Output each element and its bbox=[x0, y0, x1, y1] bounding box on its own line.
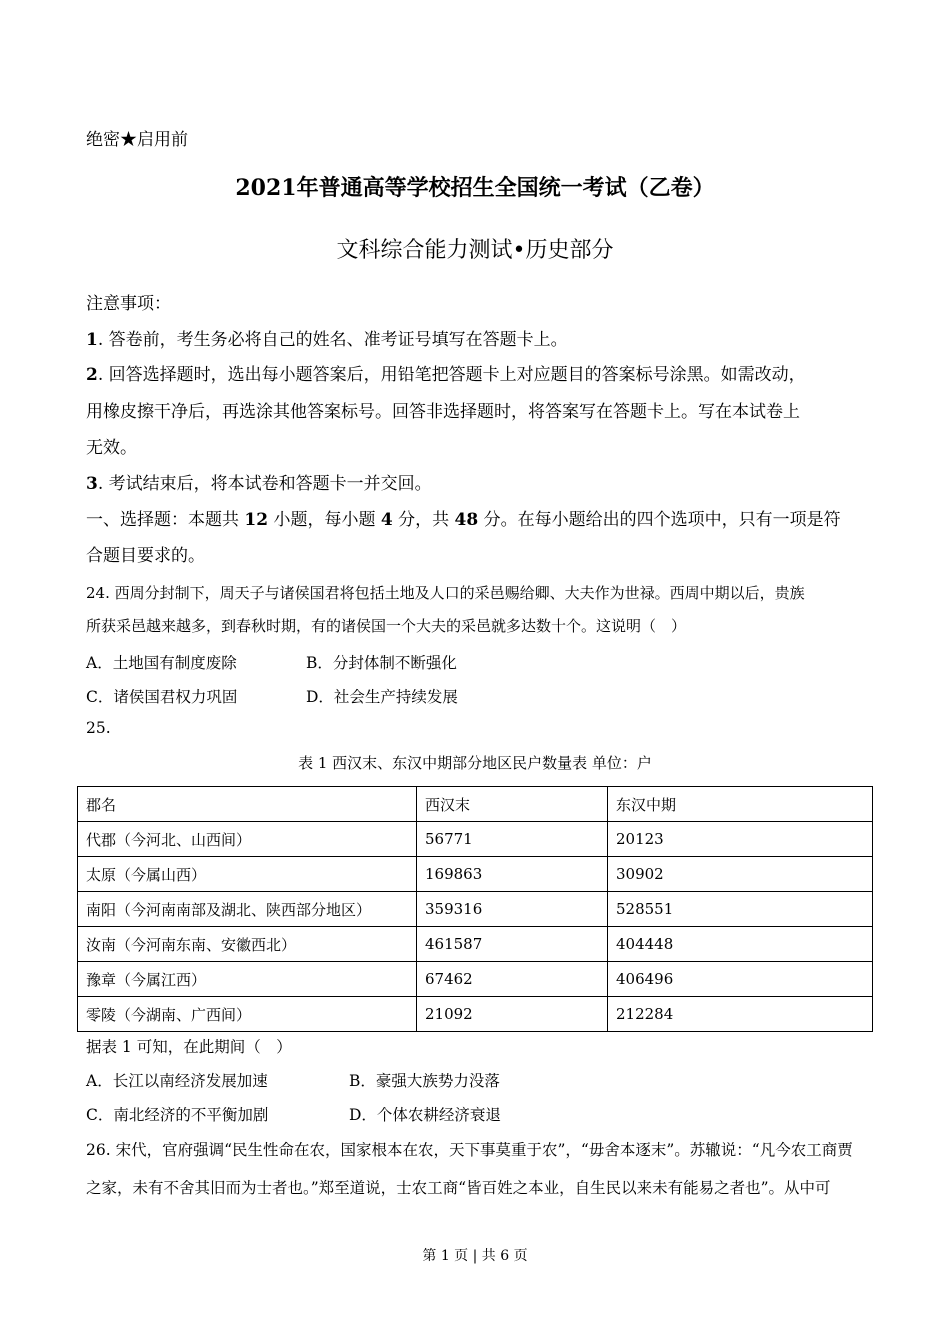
q26-stem-line-2: 之家，未有不舍其旧而为士者也。”郑至道说，士农工商“皆百姓之本业，自生民以来未有能易之者也”。从中可 bbox=[86, 1179, 831, 1197]
table-row bbox=[78, 927, 873, 962]
table-cell: 南阳（今河南南部及湖北、陕西部分地区） bbox=[78, 892, 417, 927]
table-header-row bbox=[78, 787, 873, 822]
header-cell: 西汉末 bbox=[417, 787, 608, 822]
header-cell: 郡名 bbox=[78, 787, 417, 822]
table-cell: 404448 bbox=[608, 927, 873, 962]
q24-stem-line-1: 24. 西周分封制下，周天子与诸侯国君将包括土地及人口的采邑赐给卿、大夫作为世禄。西周中期以后，贵族 bbox=[86, 584, 805, 602]
notice-item-2-line-1 bbox=[86, 357, 868, 394]
table-cell: 太原（今属山西） bbox=[78, 857, 417, 892]
table-cell: 豫章（今属江西） bbox=[78, 962, 417, 997]
table-row bbox=[78, 857, 873, 892]
table-cell: 67462 bbox=[417, 962, 608, 997]
exam-subtitle: 文科综合能力测试•历史部分 bbox=[336, 238, 614, 263]
section-instruction: 一、选择题：本题共 12 小题，每小题 4 分，共 48 分。在每小题给出的四个选项中，只有一项是符 bbox=[86, 510, 841, 530]
notice-item-3-text: . 考试结束后，将本试卷和答题卡一并交回。 bbox=[97, 474, 432, 494]
household-table bbox=[77, 786, 873, 1032]
q24-option-a: A．土地国有制度废除 bbox=[86, 654, 237, 672]
q25-option-d: D．个体农耕经济衰退 bbox=[349, 1106, 501, 1124]
exam-title: 2021年普通高等学校招生全国统一考试（乙卷） bbox=[235, 175, 715, 201]
notice-item-1 bbox=[86, 322, 868, 359]
header-cell: 东汉中期 bbox=[608, 787, 873, 822]
table-cell: 20123 bbox=[608, 822, 873, 857]
question-count: 12 bbox=[244, 510, 269, 530]
table-cell: 406496 bbox=[608, 962, 873, 997]
table-caption: 表 1 西汉末、东汉中期部分地区民户数量表 单位：户 bbox=[298, 754, 652, 772]
table-row bbox=[78, 962, 873, 997]
notice-item-3-number: 3 bbox=[86, 474, 98, 494]
points-each: 4 bbox=[380, 510, 393, 530]
notice-item-2-line-3: 无效。 bbox=[86, 438, 137, 458]
table-cell: 359316 bbox=[417, 892, 608, 927]
q25-stem: 据表 1 可知，在此期间（ ） bbox=[86, 1038, 292, 1056]
q24-stem-line-2: 所获采邑越来越多，到春秋时期，有的诸侯国一个大夫的采邑就多达数十个。这说明（ ） bbox=[86, 617, 687, 635]
table-row bbox=[78, 997, 873, 1032]
table-cell: 零陵（今湖南、广西间） bbox=[78, 997, 417, 1032]
table-cell: 21092 bbox=[417, 997, 608, 1032]
notice-item-1-text: . 答卷前，考生务必将自己的姓名、准考证号填写在答题卡上。 bbox=[97, 330, 568, 350]
q25-number: 25. bbox=[86, 719, 111, 737]
q25-option-c: C．南北经济的不平衡加剧 bbox=[86, 1106, 269, 1124]
notice-item-2-number: 2 bbox=[86, 365, 98, 385]
q25-option-b: B．豪强大族势力没落 bbox=[349, 1072, 500, 1090]
table-cell: 56771 bbox=[417, 822, 608, 857]
table-cell: 461587 bbox=[417, 927, 608, 962]
notice-item-2-text: . 回答选择题时，选出每小题答案后，用铅笔把答题卡上对应题目的答案标号涂黑。如需改动， bbox=[97, 365, 806, 385]
points-total: 48 bbox=[454, 510, 479, 530]
table-cell: 汝南（今河南东南、安徽西北） bbox=[78, 927, 417, 962]
table-cell: 212284 bbox=[608, 997, 873, 1032]
section-instruction-line-2: 合题目要求的。 bbox=[86, 546, 205, 566]
notice-item-3 bbox=[86, 466, 868, 503]
table-cell: 169863 bbox=[417, 857, 608, 892]
notice-heading: 注意事项： bbox=[86, 294, 171, 314]
q24-option-d: D．社会生产持续发展 bbox=[306, 688, 458, 706]
table-cell: 30902 bbox=[608, 857, 873, 892]
notice-item-1-number: 1 bbox=[86, 330, 98, 350]
table-cell: 代郡（今河北、山西间） bbox=[78, 822, 417, 857]
page-footer: 第 1 页 | 共 6 页 bbox=[422, 1248, 528, 1264]
table-cell: 528551 bbox=[608, 892, 873, 927]
table-row bbox=[78, 822, 873, 857]
q25-option-a: A．长江以南经济发展加速 bbox=[86, 1072, 268, 1090]
confidential-label: 绝密★启用前 bbox=[86, 130, 188, 150]
q26-stem-line-1: 26. 宋代，官府强调“民生性命在农，国家根本在农，天下事莫重于农”，“毋舍本逐末”。苏辙说：“凡今农工商贾 bbox=[86, 1141, 853, 1159]
notice-item-2-line-2: 用橡皮擦干净后，再选涂其他答案标号。回答非选择题时，将答案写在答题卡上。写在本试卷上 bbox=[86, 402, 800, 422]
q24-option-b: B．分封体制不断强化 bbox=[306, 654, 457, 672]
table-row bbox=[78, 892, 873, 927]
q24-option-c: C．诸侯国君权力巩固 bbox=[86, 688, 238, 706]
